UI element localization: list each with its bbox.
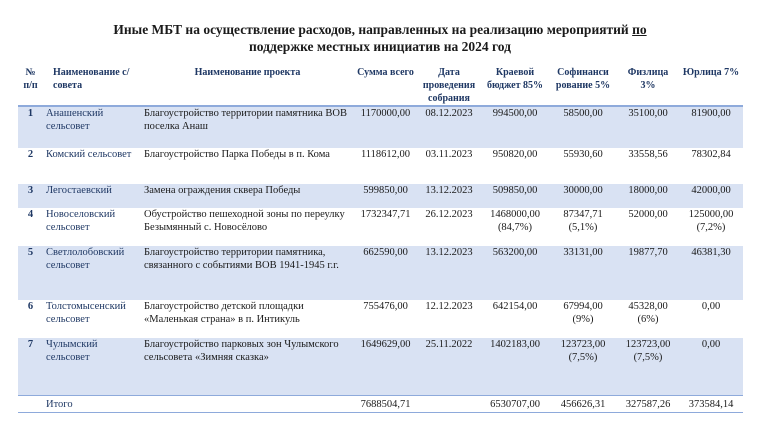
- row-num: 2: [27, 149, 34, 160]
- total-legal: 373584,14: [679, 395, 743, 412]
- header-project: Наименование проекта: [141, 66, 354, 106]
- row-cofin: [549, 300, 617, 338]
- total-row: [18, 395, 743, 412]
- row-total: 1732347,71: [360, 209, 411, 220]
- row-regional-pct: (84,7%): [497, 222, 533, 233]
- row-council: Новоселовский сельсовет: [46, 209, 116, 233]
- row-project: Обустройство пешеходной зоны по переулку Безымянный с. Новосёлово: [144, 209, 345, 233]
- total-label: Итого: [43, 395, 141, 412]
- row-individuals-value: 18000,00: [628, 185, 668, 196]
- row-date: 25.11.2022: [417, 338, 481, 395]
- row-regional: [481, 184, 549, 208]
- row-num: 1: [18, 106, 43, 148]
- row-legal-value: 42000,00: [691, 185, 731, 196]
- row-legal-value: 0,00: [701, 339, 721, 350]
- row-num: 6: [27, 301, 34, 312]
- row-legal-value: 0,00: [701, 301, 721, 312]
- row-cofin-value: 55930,60: [563, 149, 603, 160]
- row-individuals-value: 45328,00: [628, 301, 668, 312]
- row-regional: [481, 338, 549, 395]
- table-row: [18, 300, 743, 338]
- total-sum: 7688504,71: [354, 395, 417, 412]
- row-cofin: [549, 338, 617, 395]
- table-header-row: [18, 66, 743, 106]
- row-regional-value: 509850,00: [492, 185, 538, 196]
- row-num: 3: [18, 184, 43, 208]
- header-council: Наименование с/совета: [43, 66, 141, 106]
- row-regional-value: 1402183,00: [490, 339, 540, 350]
- row-regional: [481, 208, 549, 246]
- row-legal-value: 81900,00: [691, 108, 731, 119]
- row-project: Благоустройство территории памятника, связанного с событиями ВОВ 1941-1945 г.г.: [141, 246, 354, 300]
- page-title: [0, 21, 760, 55]
- row-cofin-value: 58500,00: [563, 108, 603, 119]
- row-project: Благоустройство парковых зон Чулымского сельсовета «Зимняя сказка»: [141, 338, 354, 395]
- row-individuals-value: 52000,00: [628, 209, 668, 220]
- row-date: 26.12.2023: [425, 209, 473, 220]
- row-individuals-value: 19877,70: [628, 247, 668, 258]
- row-regional: [481, 148, 549, 184]
- row-cofin: [549, 184, 617, 208]
- row-cofin-pct: (5,1%): [568, 222, 598, 233]
- row-individuals-value: 123723,00: [625, 339, 671, 350]
- row-cofin: [549, 208, 617, 246]
- row-legal: [679, 148, 743, 184]
- row-project: Благоустройство Парка Победы в п. Кома: [144, 149, 330, 160]
- row-num: 5: [18, 246, 43, 300]
- row-cofin: [549, 246, 617, 300]
- total-project-cell: [141, 395, 354, 412]
- row-cofin-pct: (9%): [572, 314, 594, 325]
- row-date: 08.12.2023: [417, 106, 481, 148]
- row-legal-value: 125000,00: [688, 209, 734, 220]
- row-cofin-value: 33131,00: [563, 247, 603, 258]
- table-row: [18, 184, 743, 208]
- table-row: [18, 148, 743, 184]
- row-cofin: [549, 106, 617, 148]
- row-total: 1649629,00: [354, 338, 417, 395]
- row-legal: [679, 338, 743, 395]
- row-total: 1170000,00: [354, 106, 417, 148]
- row-council: Анашенский сельсовет: [43, 106, 141, 148]
- row-council: Комский сельсовет: [46, 149, 132, 160]
- row-cofin: [549, 148, 617, 184]
- row-individuals-value: 33558,56: [628, 149, 668, 160]
- row-individuals: [617, 208, 679, 246]
- row-legal-pct: (7,2%): [696, 222, 726, 233]
- table-row: [18, 338, 743, 395]
- row-total: 599850,00: [354, 184, 417, 208]
- row-council: Светлолобовский сельсовет: [43, 246, 141, 300]
- row-total: 662590,00: [354, 246, 417, 300]
- row-date: 13.12.2023: [417, 184, 481, 208]
- table-row: [18, 208, 743, 246]
- table-row: [18, 106, 743, 148]
- row-date: 03.11.2023: [425, 149, 473, 160]
- row-cofin-pct: (7,5%): [568, 352, 598, 363]
- row-total: 1118612,00: [360, 149, 411, 160]
- row-individuals: [617, 338, 679, 395]
- row-individuals: [617, 300, 679, 338]
- row-legal: [679, 208, 743, 246]
- title-line-1: [0, 21, 760, 38]
- row-num: 4: [27, 209, 34, 220]
- row-individuals-pct: (7,5%): [633, 352, 663, 363]
- title-line-1-main: Иные МБТ на осуществление расходов, направленных на реализацию мероприятий: [113, 22, 629, 37]
- header-individuals: Физлица 3%: [617, 66, 679, 106]
- row-regional-value: 950820,00: [492, 149, 538, 160]
- row-legal: [679, 184, 743, 208]
- header-regional: Краевой бюджет 85%: [481, 66, 549, 106]
- row-legal: [679, 106, 743, 148]
- row-project: Благоустройство территории памятника ВОВ поселка Анаш: [141, 106, 354, 148]
- row-cofin-value: 87347,71: [563, 209, 603, 220]
- row-individuals: [617, 184, 679, 208]
- initiatives-table: [18, 66, 743, 413]
- row-individuals: [617, 148, 679, 184]
- row-date: 12.12.2023: [425, 301, 473, 312]
- row-regional-value: 1468000,00: [490, 209, 540, 220]
- row-regional: [481, 300, 549, 338]
- row-total: 755476,00: [363, 301, 408, 312]
- row-legal: [679, 246, 743, 300]
- row-cofin-value: 30000,00: [563, 185, 603, 196]
- header-cofin: Софинанси рование 5%: [549, 66, 617, 106]
- row-project: Замена ограждения сквера Победы: [141, 184, 354, 208]
- row-date: 13.12.2023: [417, 246, 481, 300]
- row-individuals: [617, 106, 679, 148]
- row-num: 7: [18, 338, 43, 395]
- header-date: Дата проведения собрания: [417, 66, 481, 106]
- title-underlined-word: по: [632, 22, 647, 37]
- row-project: Благоустройство детской площадки «Маленькая страна» в п. Интикуль: [144, 301, 304, 325]
- total-date-cell: [417, 395, 481, 412]
- row-regional-value: 563200,00: [492, 247, 538, 258]
- total-cofin: 456626,31: [549, 395, 617, 412]
- row-individuals: [617, 246, 679, 300]
- header-total: Сумма всего: [354, 66, 417, 106]
- row-regional-value: 994500,00: [492, 108, 538, 119]
- row-council: Легостаевский: [43, 184, 141, 208]
- row-regional-value: 642154,00: [492, 301, 538, 312]
- row-legal-value: 78302,84: [691, 149, 731, 160]
- header-num: № п/п: [18, 66, 43, 106]
- row-cofin-value: 123723,00: [560, 339, 606, 350]
- total-num-cell: [18, 395, 43, 412]
- row-legal: [679, 300, 743, 338]
- row-council: Чулымский сельсовет: [43, 338, 141, 395]
- row-regional: [481, 106, 549, 148]
- row-legal-value: 46381,30: [691, 247, 731, 258]
- row-individuals-pct: (6%): [637, 314, 659, 325]
- row-council: Толстомысенский сельсовет: [46, 301, 126, 325]
- total-regional: 6530707,00: [481, 395, 549, 412]
- row-cofin-value: 67994,00: [563, 301, 603, 312]
- total-individuals: 327587,26: [617, 395, 679, 412]
- row-regional: [481, 246, 549, 300]
- title-line-2: поддержке местных инициатив на 2024 год: [249, 39, 511, 54]
- header-legal: Юрлица 7%: [679, 66, 743, 106]
- row-individuals-value: 35100,00: [628, 108, 668, 119]
- table-row: [18, 246, 743, 300]
